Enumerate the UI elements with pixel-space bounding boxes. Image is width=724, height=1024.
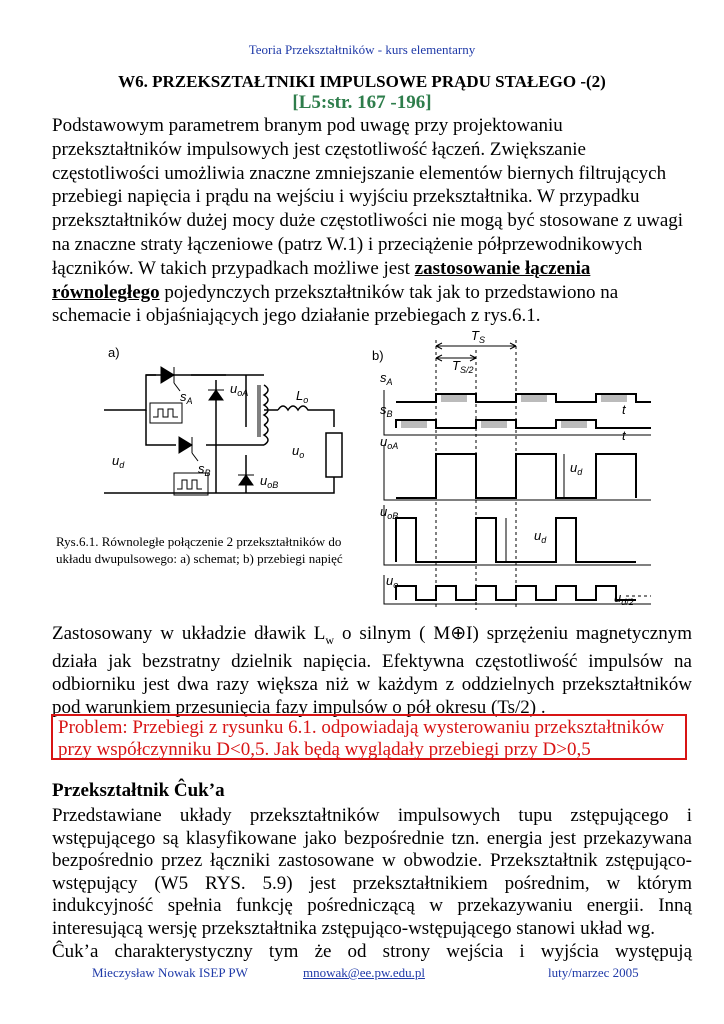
coupled-inductor-paragraph (52, 623, 692, 719)
label-sA: $s_A$ (180, 389, 193, 406)
schematic-diagram (96, 345, 366, 530)
intro-emphasis: zastosowanie łączenia równoległego (52, 257, 591, 303)
cuk-paragraph (52, 805, 692, 963)
para2-subscript: w (325, 632, 335, 647)
label-ud: $u_d$ (112, 453, 125, 470)
intro-paragraph (52, 114, 692, 328)
wave-label-sA: $s_A$ (380, 370, 393, 387)
wave-label-ud-2: $u_d$ (534, 528, 547, 545)
figure-caption: Rys.6.1. Równoległe połączenie 2 przekształtników do układu dwupulsowego: a) schemat; b) przebiegi napięć (56, 534, 343, 566)
label-uoA: $u_{oA}$ (230, 381, 249, 398)
literature-reference: [L5:str. 167 -196] (292, 92, 432, 113)
footer-email-link[interactable]: mnowak@ee.pw.edu.pl (303, 965, 425, 980)
label-Ts2: $T_{S/2}$ (452, 358, 474, 375)
waveform-panel-label: b) (372, 348, 384, 363)
cuk-paragraph-last-line: Ĉuk’a charakterystyczny tym że od strony wejścia i wyjścia występują (52, 940, 692, 962)
section-title-cuk: Przekształtnik Ĉuk’a (52, 780, 225, 801)
wave-label-sB: $s_B$ (380, 402, 393, 419)
intro-text-before: Podstawowym parametrem branym pod uwagę przy projektowaniu przekształtników impulsowych jest częstotliwość łączeń. Zwiększanie częstotliwości umożliwia znaczne zmniejszanie elementów biernych filtrujących przebiegi napięcia i prądu na wejściu i wyjściu przekształtnika. W przypadku przekształtników dużej mocy duże częstotliwości nie mogą być stosowane z uwagi na znaczne straty łączeniowe (patrz W.1) i przeciążenie półprzewodnikowych łączników. W takich przypadkach możliwe jest (52, 115, 684, 279)
label-Ts: $T_S$ (471, 330, 485, 345)
waveform-diagram (366, 330, 656, 622)
wave-label-uoB: $u_{oB}$ (380, 504, 399, 521)
para2-part3: I) sprzężeniu magnetycznym działa jak bezstratny dzielnik napięcia. Efektywna częstotliwość impulsów na odbiorniku jest dwa razy większa niż w każdym z oddzielnych przekształtników pod warunkiem przesunięcia fazy impulsów o pół okresu (Ts/2) . (52, 623, 692, 718)
time-axis-label-1: t (622, 402, 626, 417)
label-uoB: $u_{oB}$ (260, 473, 279, 490)
running-header: Teoria Przekształtników - kurs elementarny (248, 42, 476, 57)
label-Lo: $L_o$ (296, 388, 309, 405)
wave-label-uoA: $u_{oA}$ (380, 434, 399, 451)
label-uo: $u_o$ (292, 443, 305, 460)
time-axis-label-2: t (622, 428, 626, 443)
schematic-panel-label: a) (108, 345, 120, 360)
coupling-symbol: ⊕ (450, 623, 467, 644)
cuk-paragraph-body: Przedstawiane układy przekształtników impulsowych tupu zstępującego i wstępującego są klasyfikowane jako bezpośrednie tzn. energia jest przekazywana bezpośrednio przez łączniki zastosowane w obwodzie. Przekształtnik zstępująco-wstępujący (W5 RYS. 5.9) jest przekształtnikiem pośrednim, w którym indukcyjność spełnia funkcję pośredniczącą w przekazywaniu energii. Inną interesującą wersję przekształtnika zstępująco-wstępującego stanowi układ wg. (52, 805, 692, 939)
intro-text-after: pojedynczych przekształtników tak jak to przedstawiono na schemacie i objaśniających jego działanie przebiegach z rys.6.1. (52, 281, 619, 327)
footer-email[interactable] (303, 965, 425, 981)
para2-part1: Zastosowany w układzie dławik L (52, 623, 326, 644)
label-sB: $s_B$ (198, 461, 211, 478)
wave-label-uo: $u_o$ (386, 573, 399, 590)
footer-author: Mieczysław Nowak ISEP PW (92, 965, 248, 980)
footer-date: luty/marzec 2005 (548, 965, 639, 980)
page-title: W6. PRZEKSZTAŁTNIKI IMPULSOWE PRĄDU STAŁEGO -(2) (118, 72, 606, 91)
wave-label-ud-1: $u_d$ (570, 460, 583, 477)
para2-part2: o silnym ( M (334, 623, 451, 644)
wave-label-ud-half: $u_{d/2}$ (614, 590, 634, 607)
problem-box: Problem: Przebiegi z rysunku 6.1. odpowiadają wysterowaniu przekształtników przy współczynniku D<0,5. Jak będą wyglądały przebiegi przy D>0,5 (51, 714, 687, 760)
